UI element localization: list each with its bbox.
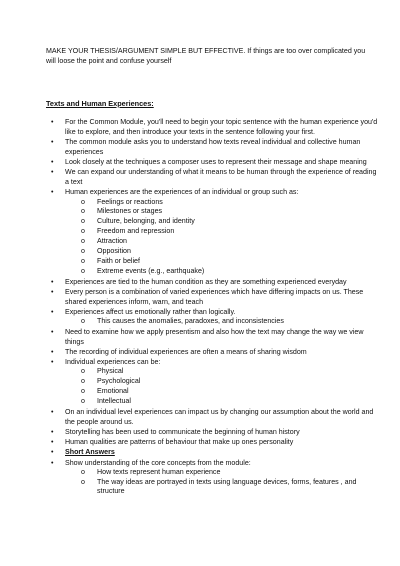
list-item-text: Experiences are tied to the human condition as they are something experienced everyday xyxy=(65,277,347,286)
section-heading: Texts and Human Experiences: xyxy=(46,98,154,108)
bullet-icon: • xyxy=(51,308,54,317)
bullet-icon: • xyxy=(51,328,54,337)
bullet-icon: • xyxy=(51,188,54,197)
sub-bullet-icon: o xyxy=(81,397,85,406)
list-item xyxy=(46,327,380,347)
sub-list-item-text: Physical xyxy=(97,367,124,376)
list-item-text: Human experiences are the experiences of an individual or group such as: xyxy=(65,188,299,197)
sub-bullet-icon: o xyxy=(81,317,85,326)
sub-list-item-text: Attraction xyxy=(97,237,127,246)
sub-list-item-text: Opposition xyxy=(97,247,131,256)
sub-bullet-icon: o xyxy=(81,377,85,386)
list-item-text: Every person is a combination of varied experiences which have differing impacts on us. These shared experiences inform, warn, and teach xyxy=(65,287,364,306)
sub-list-item-text: Milestones or stages xyxy=(97,207,163,216)
sub-list xyxy=(65,198,380,277)
bullet-icon: • xyxy=(51,408,54,417)
bullet-icon: • xyxy=(51,168,54,177)
list-item-text: Short Answers xyxy=(65,448,115,457)
sub-bullet-icon: o xyxy=(81,237,85,246)
bullet-list xyxy=(46,117,380,498)
sub-list-item xyxy=(79,237,380,247)
intro-paragraph: MAKE YOUR THESIS/ARGUMENT SIMPLE BUT EFFECTIVE. If things are too over complicated you will loose the point and confuse yourself xyxy=(46,47,366,66)
list-item xyxy=(46,458,380,498)
sub-list-item xyxy=(79,387,380,397)
bullet-icon: • xyxy=(51,458,54,467)
sub-bullet-icon: o xyxy=(81,477,85,486)
sub-list-item xyxy=(79,397,380,407)
bullet-icon: • xyxy=(51,287,54,296)
list-item xyxy=(46,427,380,437)
sub-list-item-text: Culture, belonging, and identity xyxy=(97,217,195,226)
list-item xyxy=(46,167,380,187)
sub-list-item-text: Extreme events (e.g., earthquake) xyxy=(97,266,205,275)
list-item-text: Experiences affect us emotionally rather than logically. xyxy=(65,308,236,317)
list-item xyxy=(46,117,380,137)
sub-list-item xyxy=(79,468,380,478)
sub-bullet-icon: o xyxy=(81,367,85,376)
sub-bullet-icon: o xyxy=(81,266,85,275)
bullet-icon: • xyxy=(51,428,54,437)
list-item-text: Look closely at the techniques a composer uses to represent their message and shape meaning xyxy=(65,158,367,167)
list-item xyxy=(46,357,380,407)
sub-list-item-text: Feelings or reactions xyxy=(97,197,163,206)
list-item xyxy=(46,277,380,287)
list-item-text: Storytelling has been used to communicate the beginning of human history xyxy=(65,428,300,437)
sub-list-item-text: The way ideas are portrayed in texts using language devices, forms, features , and structure xyxy=(97,477,357,496)
bullet-icon: • xyxy=(51,138,54,146)
list-item xyxy=(46,157,380,167)
bullet-icon: • xyxy=(51,358,54,367)
bullet-icon: • xyxy=(51,448,54,457)
sub-list-item xyxy=(79,478,380,498)
list-item-text: The common module asks you to understand how texts reveal individual and collective human experiences xyxy=(65,138,361,157)
sub-bullet-icon: o xyxy=(81,207,85,216)
sub-list-item xyxy=(79,207,380,217)
sub-list-item-text: How texts represent human experience xyxy=(97,467,221,476)
sub-bullet-icon: o xyxy=(81,217,85,226)
sub-list-item-text: Intellectual xyxy=(97,397,131,406)
sub-list xyxy=(65,367,380,407)
list-item xyxy=(46,407,380,427)
sub-list-item xyxy=(79,267,380,277)
bullet-icon: • xyxy=(51,438,54,447)
sub-list-item-text: Psychological xyxy=(97,377,141,386)
list-item xyxy=(46,307,380,327)
bullet-icon: • xyxy=(51,277,54,286)
sub-list-item xyxy=(79,198,380,208)
sub-list xyxy=(65,468,380,498)
list-item xyxy=(46,347,380,357)
sub-bullet-icon: o xyxy=(81,257,85,265)
bullet-icon: • xyxy=(51,158,54,167)
list-item-text: Need to examine how we apply presentism and also how the text may change the way we view things xyxy=(65,328,364,347)
sub-list-item xyxy=(79,317,380,327)
sub-bullet-icon: o xyxy=(81,197,85,206)
list-item-text: The recording of individual experiences are often a means of sharing wisdom xyxy=(65,348,307,357)
list-item-text: For the Common Module, you'll need to begin your topic sentence with the human experience you'd like to explore, and then introduce your texts in the sentence following your first. xyxy=(65,117,378,136)
list-item xyxy=(46,187,380,276)
sub-list-item xyxy=(79,377,380,387)
list-item xyxy=(46,447,380,457)
sub-list-item xyxy=(79,227,380,237)
sub-list-item-text: Faith or belief xyxy=(97,257,140,265)
sub-list-item-text: Freedom and repression xyxy=(97,227,175,236)
list-item-text: Show understanding of the core concepts from the module: xyxy=(65,458,251,467)
sub-list-item xyxy=(79,367,380,377)
sub-list-item xyxy=(79,257,380,267)
list-item-text: Individual experiences can be: xyxy=(65,358,161,367)
list-item xyxy=(46,437,380,447)
list-item-text: Human qualities are patterns of behaviour that make up ones personality xyxy=(65,438,294,447)
sub-bullet-icon: o xyxy=(81,227,85,236)
bullet-icon: • xyxy=(51,117,54,126)
sub-list xyxy=(65,317,380,327)
sub-list-item xyxy=(79,247,380,257)
list-item-text: On an individual level experiences can impact us by changing our assumption about the world and the people around us. xyxy=(65,408,374,427)
sub-list-item-text: Emotional xyxy=(97,387,129,396)
sub-bullet-icon: o xyxy=(81,247,85,256)
sub-bullet-icon: o xyxy=(81,387,85,396)
list-item-text: We can expand our understanding of what it means to be human through the experience of reading a text xyxy=(65,168,377,187)
sub-bullet-icon: o xyxy=(81,467,85,476)
sub-list-item xyxy=(79,217,380,227)
list-item xyxy=(46,137,380,157)
sub-list-item-text: This causes the anomalies, paradoxes, and inconsistencies xyxy=(97,317,284,326)
bullet-icon: • xyxy=(51,348,54,357)
list-item xyxy=(46,287,380,307)
